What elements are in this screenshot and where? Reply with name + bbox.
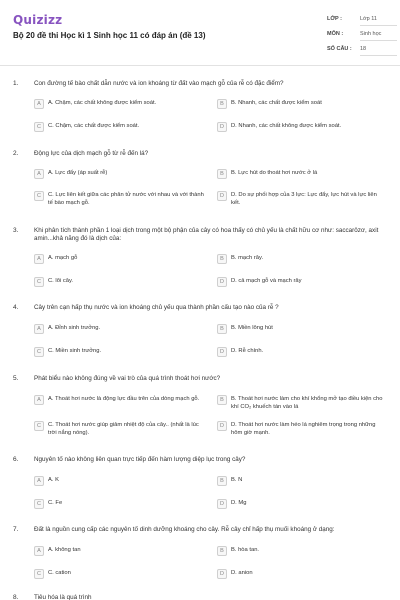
- option-letter-badge: A: [34, 546, 44, 556]
- divider: [360, 40, 397, 41]
- option-text: A. không tan: [48, 547, 81, 553]
- option-letter-badge: D: [217, 277, 227, 287]
- option-text: C. Chậm, các chất được kiểm soát.: [48, 123, 140, 129]
- question-number: 1.: [13, 80, 19, 87]
- question-text: Phát biểu nào không đúng về vai trò của quá trình thoát hơi nước?: [34, 375, 221, 382]
- option-letter-badge: D: [217, 347, 227, 357]
- question-number: 5.: [13, 375, 19, 382]
- option-letter-badge: C: [34, 347, 44, 357]
- option-letter-badge: B: [217, 99, 227, 109]
- option-letter-badge: D: [217, 569, 227, 579]
- option-text: D. Mg: [231, 500, 247, 506]
- option-letter-badge: B: [217, 254, 227, 264]
- option-letter-badge: A: [34, 169, 44, 179]
- option-text: C. Fe: [48, 500, 63, 506]
- option-letter-badge: B: [217, 546, 227, 556]
- option-text: A. Thoát hơi nước là động lực đầu trên của dòng mạch gỗ.: [48, 396, 200, 402]
- option-text: B. hòa tan.: [231, 547, 260, 553]
- option-text: D. anion: [231, 570, 253, 576]
- question-number: 4.: [13, 304, 19, 311]
- option-letter-badge: D: [217, 421, 227, 431]
- option-letter-badge: A: [34, 254, 44, 264]
- question-text: Động lực của dịch mạch gỗ từ rễ đến lá?: [34, 150, 149, 157]
- option-letter-badge: A: [34, 99, 44, 109]
- option-text: C. cation: [48, 570, 71, 576]
- option-text: B. mạch rây.: [231, 255, 264, 261]
- option-letter-badge: C: [34, 277, 44, 287]
- meta-grade-label: LỚP :: [327, 16, 342, 22]
- option-text: B. N: [231, 477, 243, 483]
- meta-grade-value: Lớp 11: [360, 16, 377, 22]
- option-letter-badge: B: [217, 476, 227, 486]
- meta-count-value: 18: [360, 46, 367, 52]
- question-text: Con đường tế bào chất dẫn nước và ion khoáng từ đất vào mạch gỗ của rễ có đặc điểm?: [34, 80, 284, 87]
- option-letter-badge: D: [217, 499, 227, 509]
- option-letter-badge: A: [34, 395, 44, 405]
- question-number: 2.: [13, 150, 19, 157]
- option-text: B. Nhanh, các chất được kiểm soát: [231, 100, 322, 106]
- document-header: [0, 0, 400, 66]
- meta-subject-label: MÔN :: [327, 31, 344, 37]
- option-letter-badge: C: [34, 421, 44, 431]
- option-text: D. Do sự phối hợp của 3 lực: Lực đẩy, lực hút và lực liên kết.: [231, 192, 377, 206]
- option-text: D. Nhanh, các chất không được kiểm soát.: [231, 123, 342, 129]
- option-letter-badge: D: [217, 191, 227, 201]
- option-letter-badge: C: [34, 122, 44, 132]
- option-text: B. Lực hút do thoát hơi nước ở lá: [231, 170, 318, 176]
- option-letter-badge: A: [34, 476, 44, 486]
- option-text: D. Rễ chính.: [231, 348, 264, 354]
- question-text: Cây trên cạn hấp thụ nước và ion khoáng chủ yếu qua thành phần cấu tạo nào của rễ ?: [34, 304, 279, 311]
- question-text: Khi phân tích thành phần 1 loại dịch trong một bộ phận của cây có hoa thấy có chủ yếu là chất hữu cơ như: saccarôzơ, axit amin...khả năng đó là dịch của:: [34, 227, 379, 243]
- option-text: A. mạch gỗ: [48, 255, 78, 261]
- divider: [360, 25, 397, 26]
- option-letter-badge: D: [217, 122, 227, 132]
- option-letter-badge: A: [34, 324, 44, 334]
- question-text: Tiêu hóa là quá trình: [34, 594, 92, 600]
- meta-count-label: SỐ CÂU :: [327, 46, 352, 52]
- option-letter-badge: C: [34, 499, 44, 509]
- option-letter-badge: C: [34, 191, 44, 201]
- option-letter-badge: C: [34, 569, 44, 579]
- option-text: D. cả mạch gỗ và mạch rây: [231, 278, 302, 284]
- option-text: A. Đỉnh sinh trưởng.: [48, 325, 101, 331]
- option-text: C. Miền sinh trưởng.: [48, 348, 102, 354]
- question-text: Đất là nguồn cung cấp các nguyên tố dinh dưỡng khoáng cho cây. Rễ cây chỉ hấp thụ muối khoáng ở dạng:: [34, 526, 335, 533]
- option-letter-badge: B: [217, 395, 227, 405]
- question-number: 6.: [13, 456, 19, 463]
- question-text: Nguyên tố nào không liên quan trực tiếp đến hàm lượng diệp lục trong cây?: [34, 456, 246, 463]
- option-text: A. Lực đẩy (áp suất rễ): [48, 170, 108, 176]
- option-text: B. Miền lông hút: [231, 325, 273, 331]
- divider: [360, 55, 397, 56]
- option-text: B. Thoát hơi nước làm cho khí khổng mở tạo điều kiện cho khí CO₂ khuếch tán vào lá: [231, 396, 383, 410]
- meta-subject-value: Sinh học: [360, 31, 382, 37]
- option-text: A. K: [48, 477, 59, 483]
- document-title: Bộ 20 đề thi Học kì 1 Sinh học 11 có đáp án (đề 13): [13, 31, 206, 40]
- option-text: C. Lực liên kết giữa các phân tử nước với nhau và với thành tế bào mạch gỗ.: [48, 192, 204, 206]
- question-number: 3.: [13, 227, 19, 234]
- option-letter-badge: B: [217, 169, 227, 179]
- quizizz-logo: Quizizz: [13, 13, 63, 27]
- option-text: D. Thoát hơi nước làm héo lá nghiêm trọng trong những hôm giờ mạnh.: [231, 422, 376, 436]
- option-letter-badge: B: [217, 324, 227, 334]
- option-text: A. Chậm, các chất không được kiểm soát.: [48, 100, 157, 106]
- option-text: C. lõi cây.: [48, 278, 74, 284]
- option-text: C. Thoát hơi nước giúp giảm nhiệt độ của cây.. (nhất là lúc trời nắng nóng).: [48, 422, 199, 436]
- question-number: 7.: [13, 526, 19, 533]
- question-number: 8.: [13, 594, 19, 600]
